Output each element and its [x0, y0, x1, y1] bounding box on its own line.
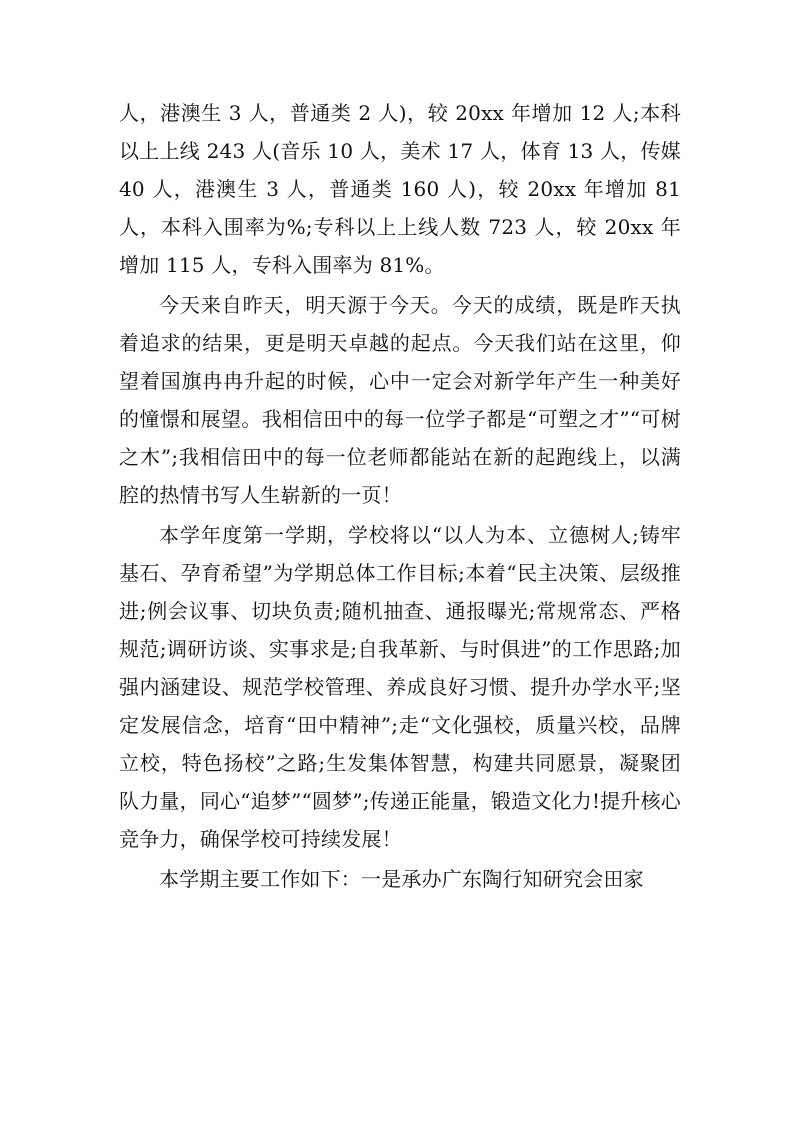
document-body [119, 94, 681, 900]
paragraph-4: 本学期主要工作如下：一是承办广东陶行知研究会田家 [159, 867, 644, 891]
paragraph-3: 本学年度第一学期，学校将以“以人为本、立德树人;铸牢基石、孕育希望”为学期总体工作目标;本着“民主决策、层级推进;例会议事、切块负责;随机抽查、通报曝光;常规常态、严格规范;调研访谈、实事求是;自我革新、与时俱进”的工作思路;加强内涵建设、规范学校管理、养成良好习惯、提升办学水平;坚定发展信念，培育“田中精神”;走“文化强校，质量兴校，品牌立校，特色扬校”之路;生发集体智慧，构建共同愿景，凝聚团队力量，同心“追梦”“圆梦”;传递正能量，锻造文化力!提升核心竞争力，确保学校可持续发展！ [119, 523, 681, 851]
paragraph-1: 人，港澳生 3 人，普通类 2 人)，较 20xx 年增加 12 人;本科以上上线 243 人(音乐 10 人，美术 17 人，体育 13 人，传媒 40 人，港澳生 3 人，普通类 160 人)，较 20xx 年增加 81 人，本科入围率为%;专科以上上线人数 723 人，较 20xx 年增加 115 人，专科入围率为 81%。 [119, 101, 681, 277]
paragraph-2: 今天来自昨天，明天源于今天。今天的成绩，既是昨天执着追求的结果，更是明天卓越的起点。今天我们站在这里，仰望着国旗冉冉升起的时候，心中一定会对新学年产生一种美好的憧憬和展望。我相信田中的每一位学子都是“可塑之才”“可树之木”;我相信田中的每一位老师都能站在新的起跑线上，以满腔的热情书写人生崭新的一页！ [119, 293, 681, 507]
